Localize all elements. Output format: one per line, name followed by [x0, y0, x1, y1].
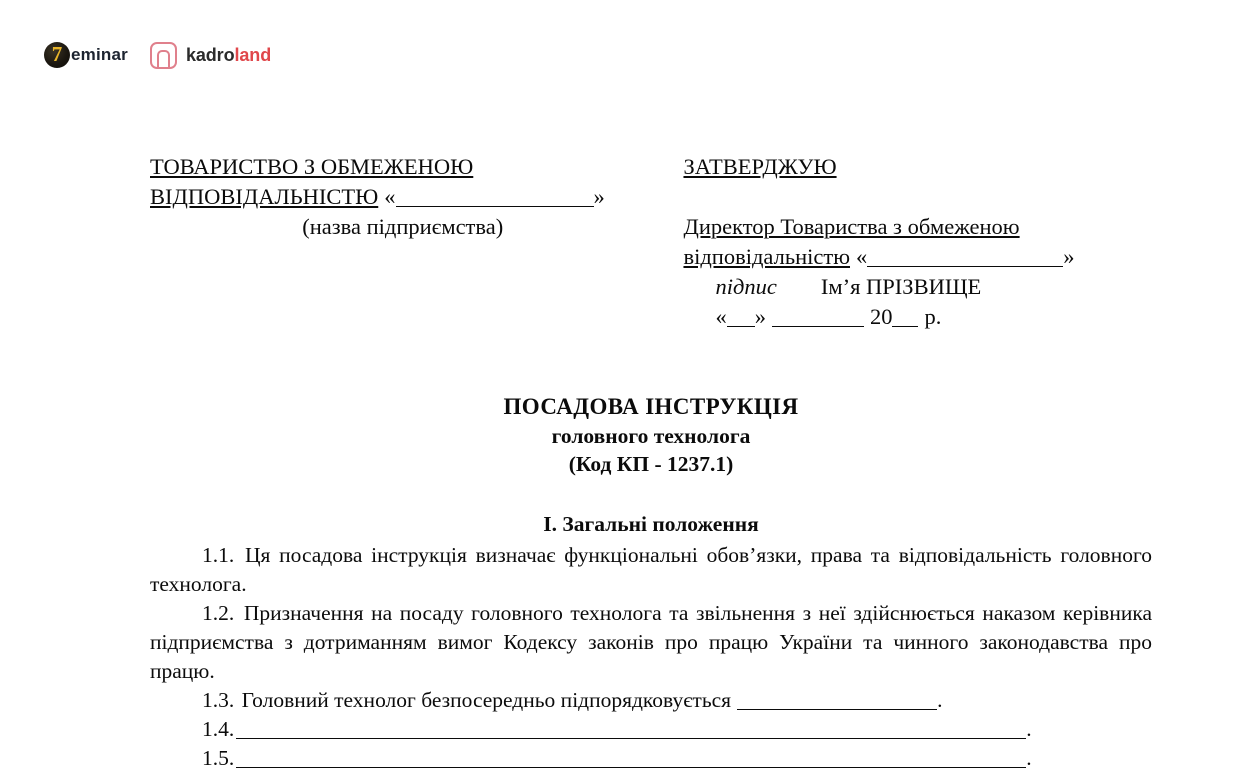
- page-subtitle: головного технолога: [551, 424, 751, 448]
- director-line-2: [683, 242, 1152, 272]
- kadroland-word-accent: land: [234, 44, 272, 65]
- paragraph-1-3: [150, 686, 1152, 715]
- paragraph-1-1-text: Ця посадова інструкція визначає функціональні обов’язки, права та відповідальність головного технолога.: [150, 543, 1152, 596]
- director-line-1-text: Директор Товариства з обмеженою: [683, 214, 1020, 239]
- kadroland-word-dark: kadro: [185, 44, 235, 65]
- paragraph-1-5-blank[interactable]: [236, 767, 1026, 768]
- section-heading: I. Загальні положення: [543, 512, 759, 536]
- company-quote-close: »: [593, 184, 605, 209]
- date-year-suffix: р.: [924, 304, 942, 329]
- document-body: [150, 541, 1152, 773]
- approve-label: [683, 152, 1152, 182]
- paragraph-1-5-period: .: [1026, 746, 1032, 770]
- date-day-blank[interactable]: [727, 326, 755, 327]
- page-title: ПОСАДОВА ІНСТРУКЦІЯ: [503, 394, 799, 419]
- paragraph-1-5: [150, 744, 1152, 773]
- date-quote-open: «: [715, 304, 727, 329]
- date-quote-close: »: [754, 304, 766, 329]
- approve-label-text: ЗАТВЕРДЖУЮ: [683, 154, 837, 179]
- director-name-label: Ім’я ПРІЗВИЩЕ: [820, 274, 982, 299]
- document-header: [150, 152, 1152, 332]
- company-line-2-text: ВІДПОВІДАЛЬНІСТЮ: [150, 184, 379, 209]
- date-month-blank[interactable]: [772, 326, 864, 327]
- signature-row: [683, 272, 1152, 302]
- header-company-column: [150, 152, 655, 242]
- paragraph-1-4-number: 1.4.: [202, 717, 235, 741]
- paragraph-1-3-number: 1.3.: [202, 688, 235, 712]
- paragraph-1-3-period: .: [937, 688, 943, 712]
- paragraph-1-3-text: Головний технолог безпосередньо підпорядковується: [241, 688, 732, 712]
- position-code: (Код КП - 1237.1): [568, 452, 734, 476]
- paragraph-1-4-period: .: [1026, 717, 1032, 741]
- date-year-blank[interactable]: [892, 326, 918, 327]
- paragraph-1-5-number: 1.5.: [202, 746, 235, 770]
- director-company-blank[interactable]: [867, 266, 1063, 267]
- date-year-prefix: 20: [869, 304, 893, 329]
- subordination-blank[interactable]: [737, 709, 937, 710]
- company-line-2: [150, 182, 655, 212]
- approval-spacer: [683, 182, 1152, 212]
- company-line-1: [150, 152, 655, 182]
- paragraph-1-4-blank[interactable]: [236, 738, 1026, 739]
- paragraph-1-2-text: Призначення на посаду головного технолога та звільнення з неї здійснюється наказом керівника підприємства з дотриманням вимог Кодексу законів про працю України та чинного законодавства про працю.: [150, 601, 1152, 683]
- director-line-1: [683, 212, 1152, 242]
- company-quote-open: «: [384, 184, 396, 209]
- paragraph-1-1: [150, 541, 1152, 599]
- paragraph-1-1-number: 1.1.: [202, 543, 235, 567]
- seminar-wordmark: eminar: [71, 45, 128, 64]
- header-approval-column: [655, 152, 1152, 332]
- seminar-seven-glyph: 7: [51, 41, 63, 66]
- signature-label: підпис: [715, 274, 777, 299]
- paragraph-1-2-number: 1.2.: [202, 601, 235, 625]
- approval-date-row: [683, 302, 1152, 332]
- company-name-blank[interactable]: [396, 206, 594, 207]
- director-quote-open: «: [856, 244, 868, 269]
- company-caption: (назва підприємства): [302, 214, 504, 239]
- paragraph-1-4: [150, 715, 1152, 744]
- document-title-block: [150, 392, 1152, 479]
- director-quote-close: »: [1063, 244, 1075, 269]
- company-line-1-text: ТОВАРИСТВО З ОБМЕЖЕНОЮ: [150, 154, 474, 179]
- director-line-2-text: відповідальністю: [683, 244, 850, 269]
- paragraph-1-2: [150, 599, 1152, 686]
